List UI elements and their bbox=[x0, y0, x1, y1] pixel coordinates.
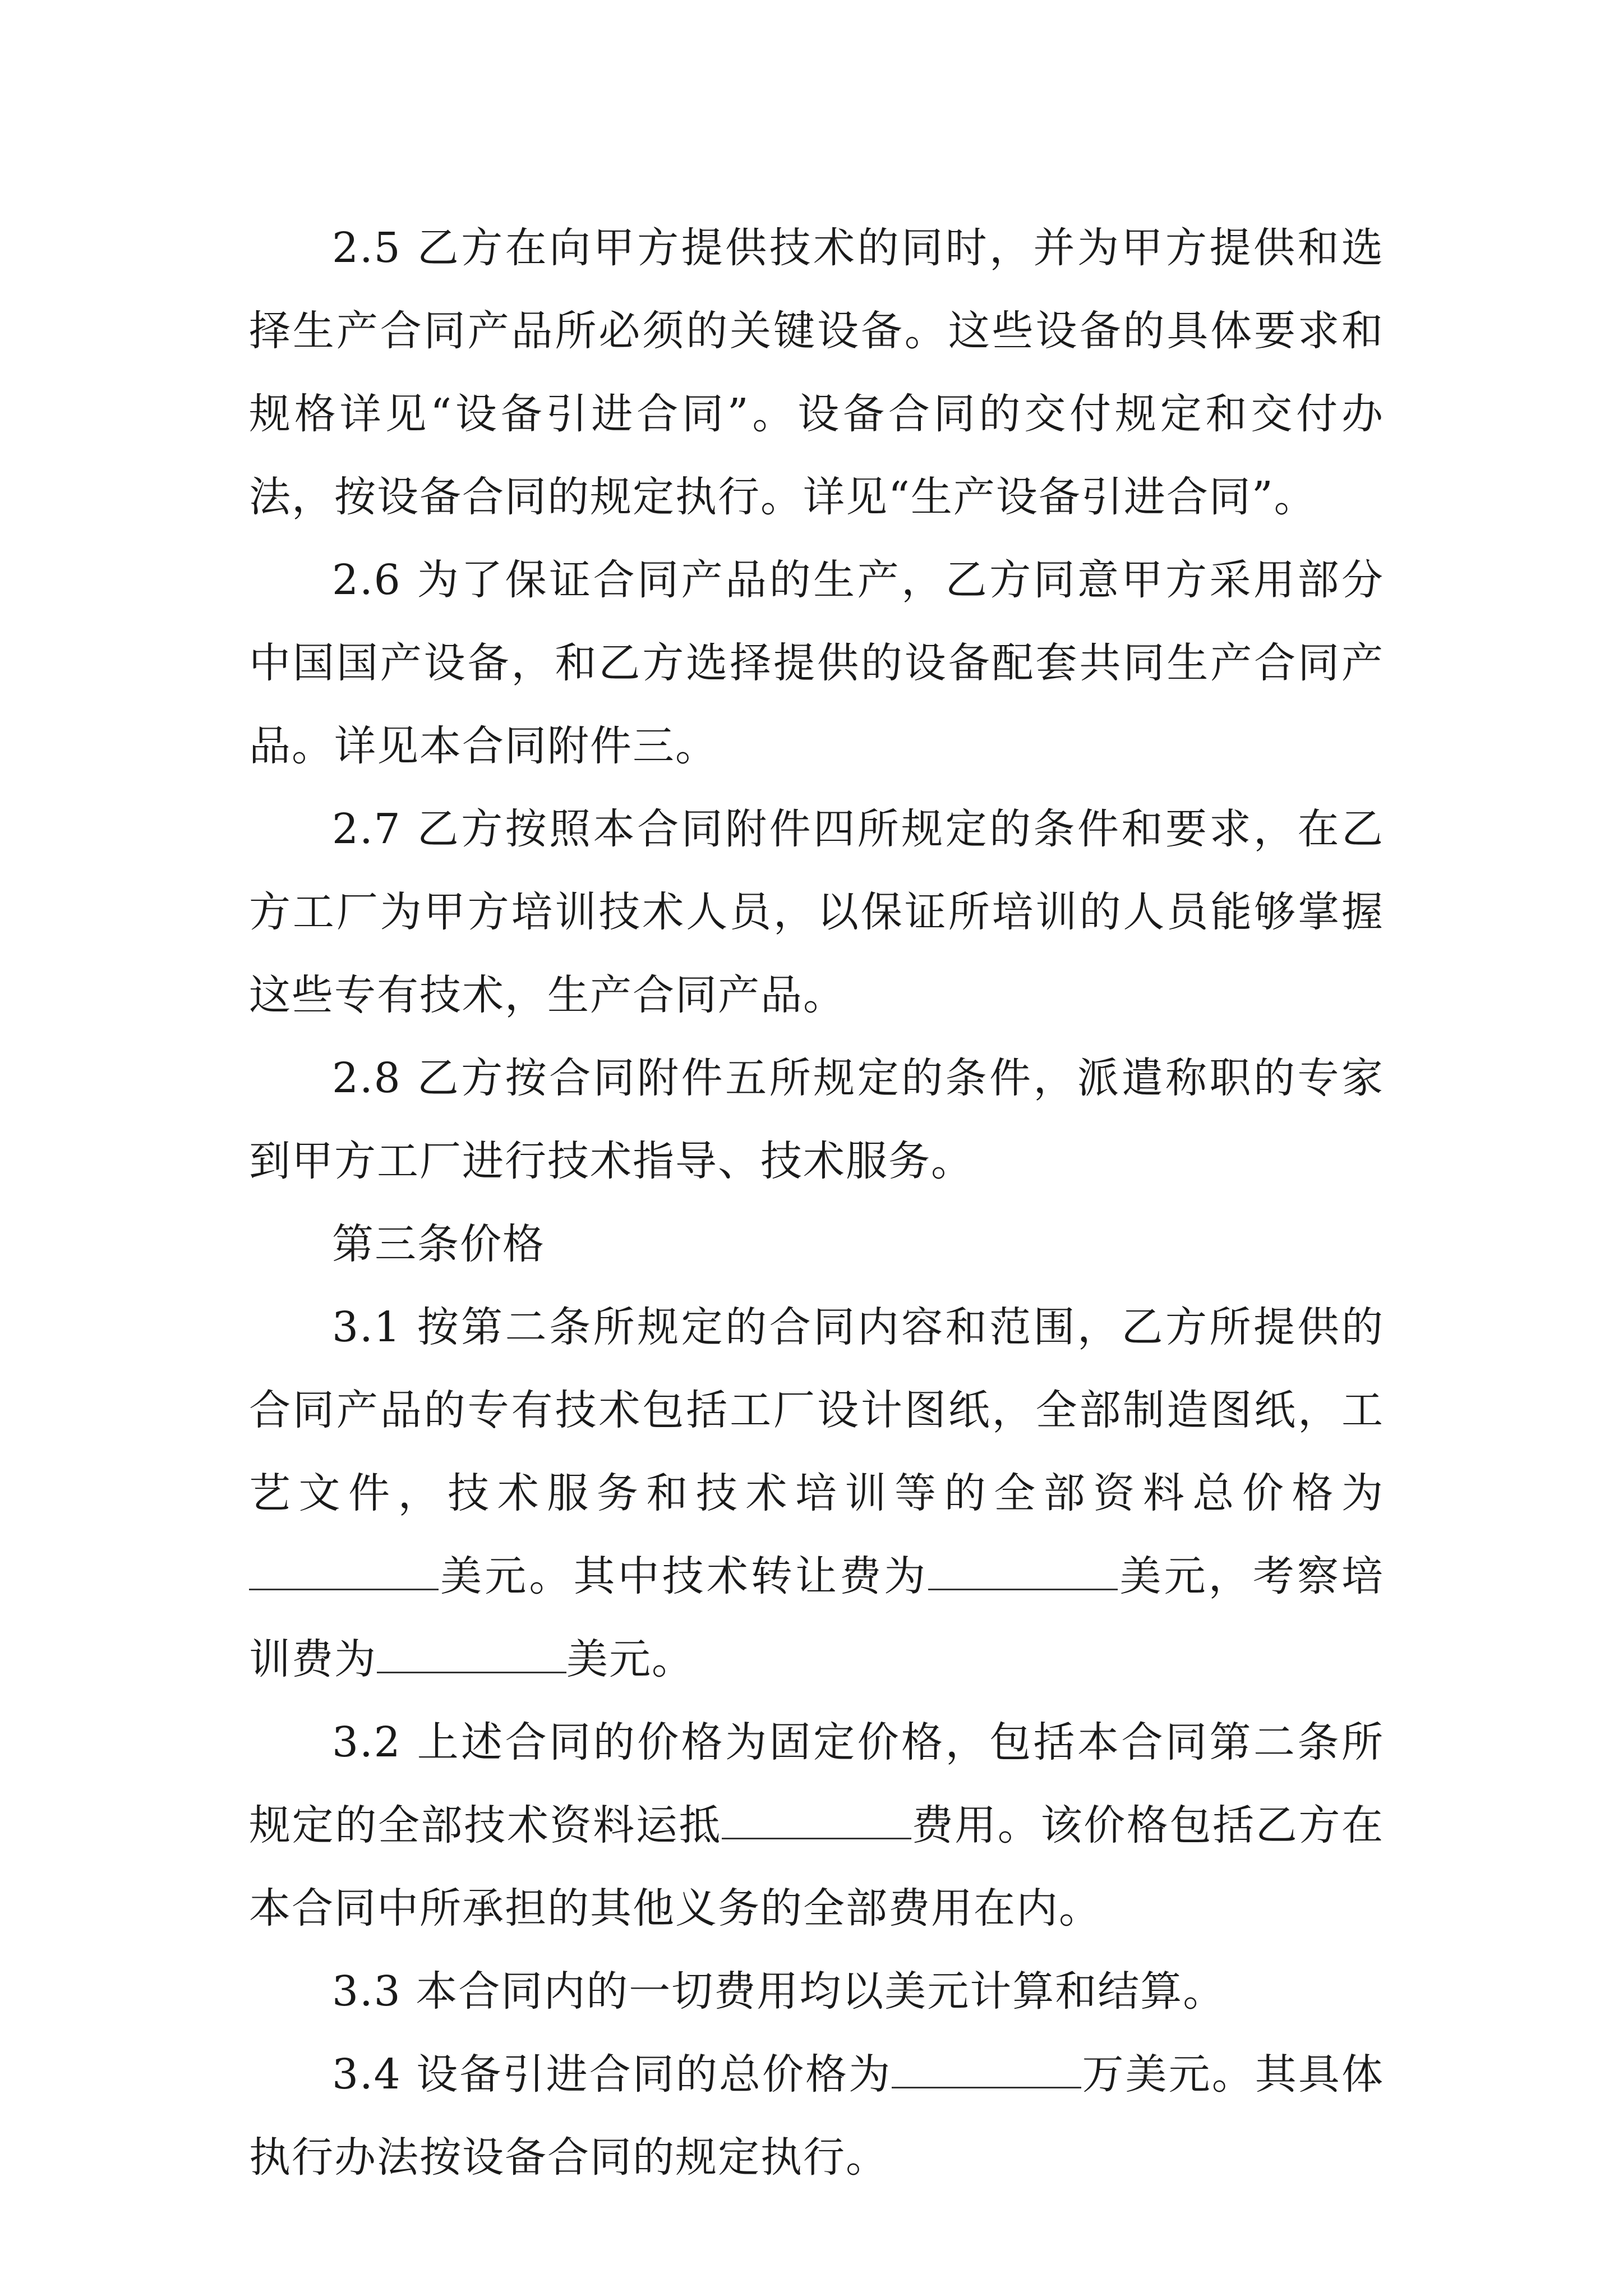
blank-transfer-fee bbox=[928, 1555, 1118, 1590]
blank-training-fee bbox=[377, 1638, 566, 1673]
clause-3-4-text-b: 万美元。其具体执行办法按设备合同的规定执行。 bbox=[249, 2050, 1384, 2182]
clause-3-1-text-b: 美元。其中技术转让费为 bbox=[439, 1552, 929, 1600]
clause-2-8: 2.8 乙方按合同附件五所规定的条件，派遣称职的专家到甲方工厂进行技术指导、技术服务。 bbox=[249, 1054, 1384, 1185]
blank-total-price bbox=[249, 1555, 439, 1590]
clause-3-1 bbox=[249, 1286, 1384, 1701]
clause-2-7: 2.7 乙方按照本合同附件四所规定的条件和要求，在乙方工厂为甲方培训技术人员，以保证所培训的人员能够掌握这些专有技术，生产合同产品。 bbox=[249, 805, 1384, 1019]
clause-3-1-text-d: 美元。 bbox=[566, 1635, 694, 1683]
clause-3-4-text-a: 3.4 设备引进合同的总价格为 bbox=[332, 2050, 892, 2099]
clause-3-4 bbox=[249, 2033, 1384, 2199]
clause-2-6: 2.6 为了保证合同产品的生产，乙方同意甲方采用部分中国国产设备，和乙方选择提供的设备配套共同生产合同产品。详见本合同附件三。 bbox=[249, 556, 1384, 770]
contract-text bbox=[249, 206, 1384, 2199]
clause-3-1-text-c: 美元，考察培训费为 bbox=[249, 1552, 1385, 1683]
clause-3-2 bbox=[249, 1701, 1384, 1950]
article-3-heading: 第三条价格 bbox=[332, 1220, 545, 1268]
clause-3-3: 3.3 本合同内的一切费用均以美元计算和结算。 bbox=[332, 1967, 1226, 2016]
clause-2-5: 2.5 乙方在向甲方提供技术的同时，并为甲方提供和选择生产合同产品所必须的关键设备。这些设备的具体要求和规格详见“设备引进合同”。设备合同的交付规定和交付办法，按设备合同的规定执行。详见“生产设备引进合同”。 bbox=[249, 224, 1384, 521]
clause-3-2-text-b: 费用。该价格包括乙方在本合同中所承担的其他义务的全部费用在内。 bbox=[249, 1801, 1384, 1932]
clause-3-1-text-a: 3.1 按第二条所规定的合同内容和范围，乙方所提供的合同产品的专有技术包括工厂设计图纸，全部制造图纸，工艺文件，技术服务和技术培训等的全部资料总价格为 bbox=[249, 1303, 1384, 1517]
blank-equipment-price bbox=[892, 2053, 1081, 2088]
blank-delivery-place bbox=[722, 1804, 911, 1839]
clause-3-2-text-a: 3.2 上述合同的价格为固定价格，包括本合同第二条所规定的全部技术资料运抵 bbox=[249, 1718, 1384, 1849]
